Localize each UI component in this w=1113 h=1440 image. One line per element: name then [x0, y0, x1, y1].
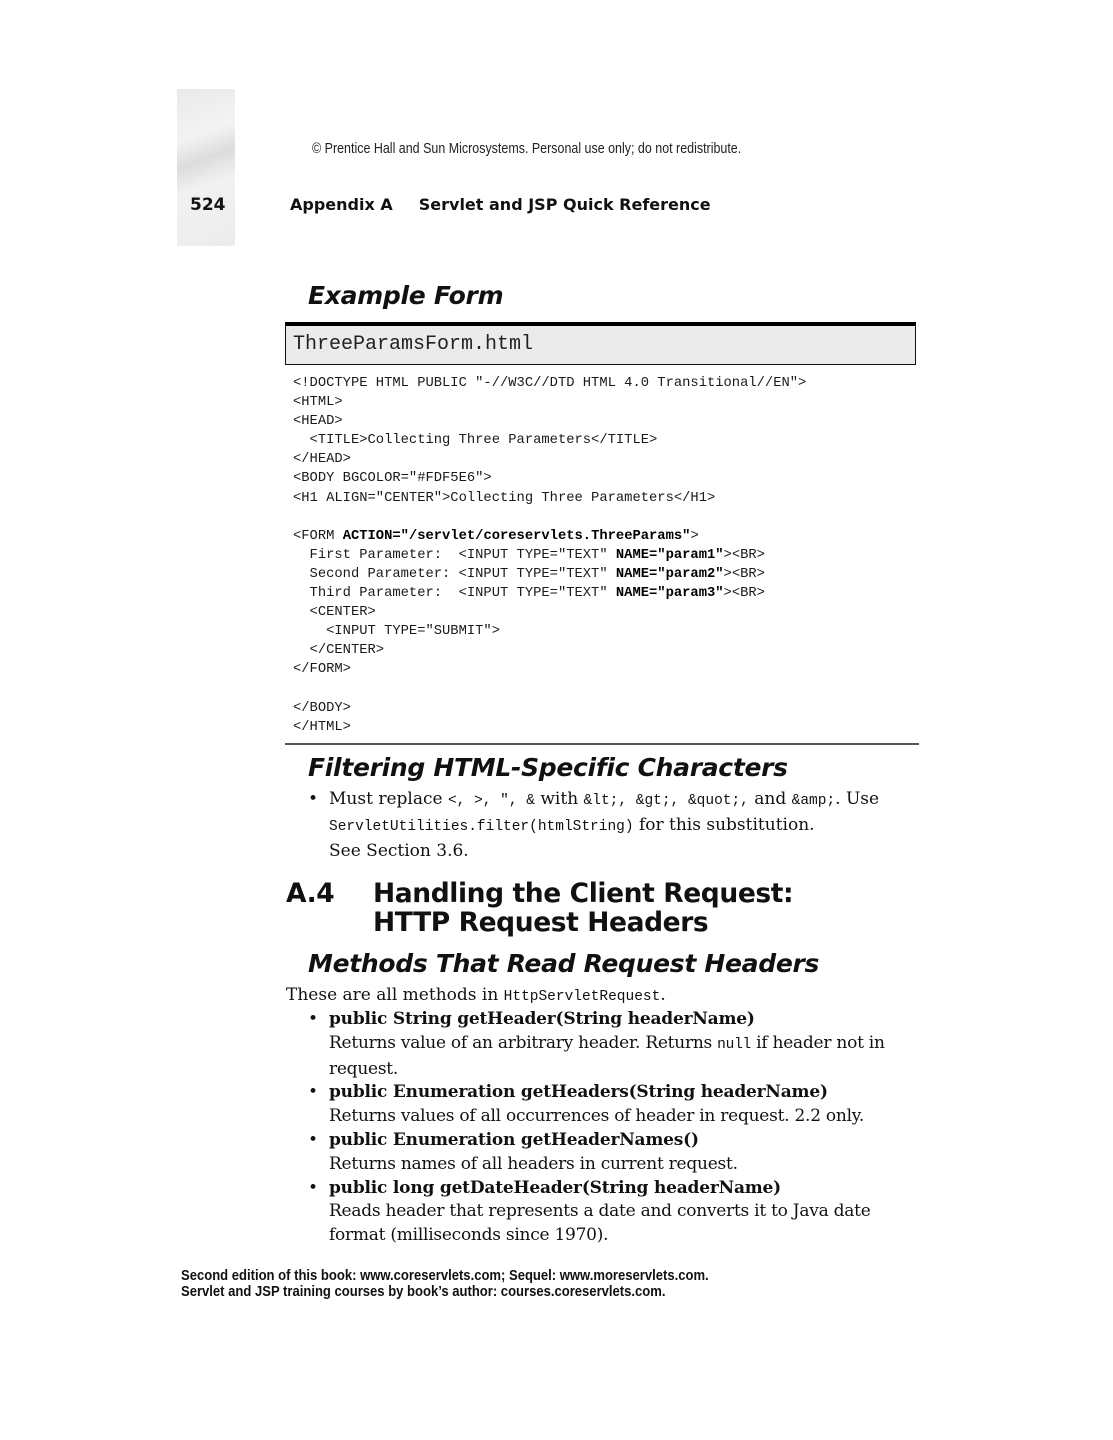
method-description: Returns names of all headers in current request.: [329, 1153, 738, 1174]
appendix-label: Appendix A: [290, 195, 393, 214]
code-line: <FORM ACTION="/servlet/coreservlets.ThreeParams">: [293, 528, 699, 544]
listing-end-rule: [285, 743, 919, 745]
appendix-title: Servlet and JSP Quick Reference: [418, 195, 711, 214]
method-signature: • public Enumeration getHeaders(String headerName): [329, 1082, 828, 1103]
filtering-heading: Filtering HTML-Specific Characters: [308, 753, 788, 782]
method-description: Reads header that represents a date and converts it to Java date format (milliseconds since 1970).: [329, 1201, 871, 1246]
code-line: First Parameter: <INPUT TYPE="TEXT" NAME="param1"><BR>: [293, 547, 765, 563]
code-line: <TITLE>Collecting Three Parameters</TITLE>: [293, 433, 658, 449]
methods-list: [307, 1008, 907, 1248]
code-line: </CENTER>: [293, 643, 385, 659]
listing-title-box: [285, 322, 916, 365]
section-number: A.4: [286, 878, 335, 909]
code-line: <HEAD>: [293, 414, 343, 430]
method-description: Returns value of an arbitrary header. Returns null if header not in request.: [329, 1032, 885, 1079]
method-signature: • public String getHeader(String headerName): [329, 1009, 755, 1029]
filtering-bullets: [307, 788, 879, 863]
footer-line1: Second edition of this book: www.coreservlets.com; Sequel: www.moreservlets.com.: [181, 1268, 709, 1284]
page-edge-tab: [177, 89, 235, 246]
method-description: Returns values of all occurrences of header in request. 2.2 only.: [329, 1106, 865, 1127]
code-line: <CENTER>: [293, 605, 376, 621]
running-header: [290, 195, 711, 214]
section-title-line2: HTTP Request Headers: [373, 907, 709, 938]
code-line: <HTML>: [293, 395, 343, 411]
code-line: <!DOCTYPE HTML PUBLIC "-//W3C//DTD HTML 4.0 Transitional//EN">: [293, 376, 807, 391]
code-line: <BODY BGCOLOR="#FDF5E6">: [293, 471, 492, 487]
list-item: [307, 1177, 907, 1248]
method-signature: • public long getDateHeader(String headerName): [329, 1177, 782, 1198]
code-line: </HEAD>: [293, 452, 351, 468]
code-line: <H1 ALIGN="CENTER">Collecting Three Parameters</H1>: [293, 490, 716, 506]
footer-line2: Servlet and JSP training courses by book’s author: courses.coreservlets.com.: [181, 1284, 666, 1300]
section-heading: [286, 879, 793, 937]
example-form-heading: Example Form: [308, 281, 504, 310]
code-listing: [293, 374, 806, 737]
method-signature: • public Enumeration getHeaderNames(): [329, 1129, 699, 1150]
list-item: [307, 1008, 907, 1081]
methods-intro: These are all methods in HttpServletRequest.: [286, 985, 666, 1005]
list-item: [307, 1081, 907, 1129]
code-line: </HTML>: [293, 719, 351, 735]
code-line: Second Parameter: <INPUT TYPE="TEXT" NAME="param2"><BR>: [293, 566, 765, 582]
page-number: 524: [190, 195, 226, 215]
footer-notice: [181, 1268, 709, 1300]
code-line: <INPUT TYPE="SUBMIT">: [293, 624, 500, 640]
methods-heading: Methods That Read Request Headers: [308, 949, 820, 978]
code-line: </FORM>: [293, 662, 351, 678]
code-line: Third Parameter: <INPUT TYPE="TEXT" NAME="param3"><BR>: [293, 586, 765, 602]
list-item: • Must replace <, >, ", & with &lt;, &gt;, &quot;, and &amp;. Use ServletUtilities.filter(htmlString) for this substitution. See Section 3.6.: [307, 788, 879, 863]
list-item: [307, 1129, 907, 1177]
copyright-notice: © Prentice Hall and Sun Microsystems. Personal use only; do not redistribute.: [312, 141, 742, 157]
listing-title: ThreeParamsForm.html: [293, 333, 534, 356]
section-title-line1: Handling the Client Request:: [373, 878, 794, 909]
code-line: </BODY>: [293, 700, 351, 716]
